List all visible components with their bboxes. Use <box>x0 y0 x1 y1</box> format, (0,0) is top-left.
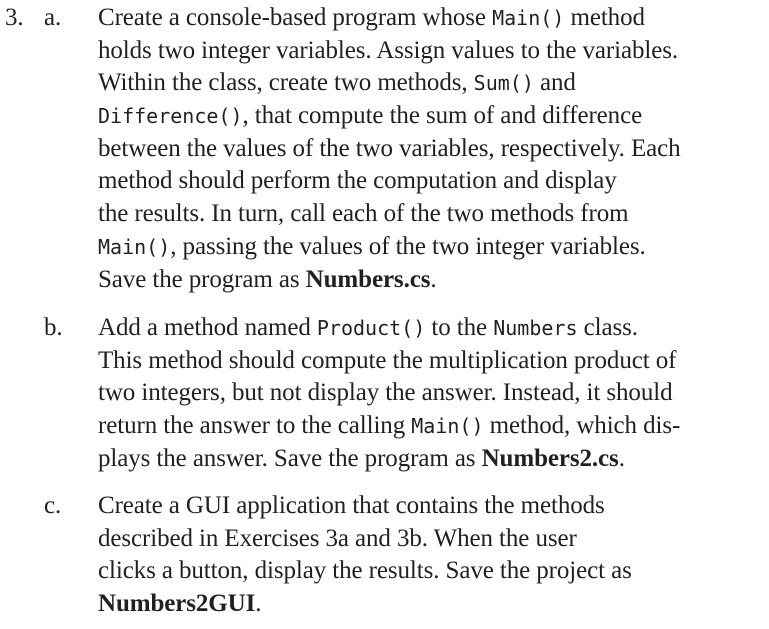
text-line: Main(), passing the values of the two integer variables. <box>98 232 646 260</box>
filename-bold: Numbers2GUI <box>98 590 256 618</box>
text-line: holds two integer variables. Assign values to the variables. <box>98 36 678 64</box>
item-text <box>98 2 768 296</box>
text-line: return the answer to the calling Main() method, which dis- <box>98 412 681 440</box>
text-line: Save the program as Numbers.cs. <box>98 265 437 293</box>
item-text <box>98 490 768 621</box>
filename-bold: Numbers.cs <box>305 265 431 293</box>
text-line: two integers, but not display the answer. Instead, it should <box>98 379 673 407</box>
exercise-number: 3. <box>5 4 24 31</box>
code-token: Sum() <box>473 71 534 96</box>
code-token: Main() <box>492 6 565 30</box>
text-line: Add a method named Product() to the Numbers class. <box>98 314 638 341</box>
text-line: This method should compute the multiplication product of <box>98 346 677 374</box>
text-line: Difference(), that compute the sum of and difference <box>98 102 643 130</box>
code-token: Main() <box>98 234 171 259</box>
text-line: the results. In turn, call each of the two methods from <box>98 200 629 228</box>
item-letter: b. <box>44 314 63 341</box>
item-letter: c. <box>44 492 62 519</box>
text-line: between the values of the two variables, respectively. Each <box>98 134 681 162</box>
text-line: described in Exercises 3a and 3b. When the user <box>98 524 577 552</box>
text-line: clicks a button, display the results. Save the project as <box>98 557 632 585</box>
text-line: Within the class, create two methods, Sum() and <box>98 69 576 97</box>
text-line: Create a console-based program whose Main() method <box>98 4 645 31</box>
text-line: plays the answer. Save the program as Numbers2.cs. <box>98 444 625 472</box>
code-token: Difference() <box>98 104 243 129</box>
item-letter: a. <box>44 4 62 31</box>
filename-bold: Numbers2.cs <box>481 444 619 472</box>
text-line: Create a GUI application that contains the methods <box>98 492 605 519</box>
code-token: Main() <box>411 414 484 439</box>
code-token: Numbers <box>493 316 578 340</box>
item-text <box>98 312 768 475</box>
code-token: Product() <box>316 316 426 340</box>
text-line: Numbers2GUI. <box>98 590 262 618</box>
text-line: method should perform the computation and display <box>98 167 617 195</box>
